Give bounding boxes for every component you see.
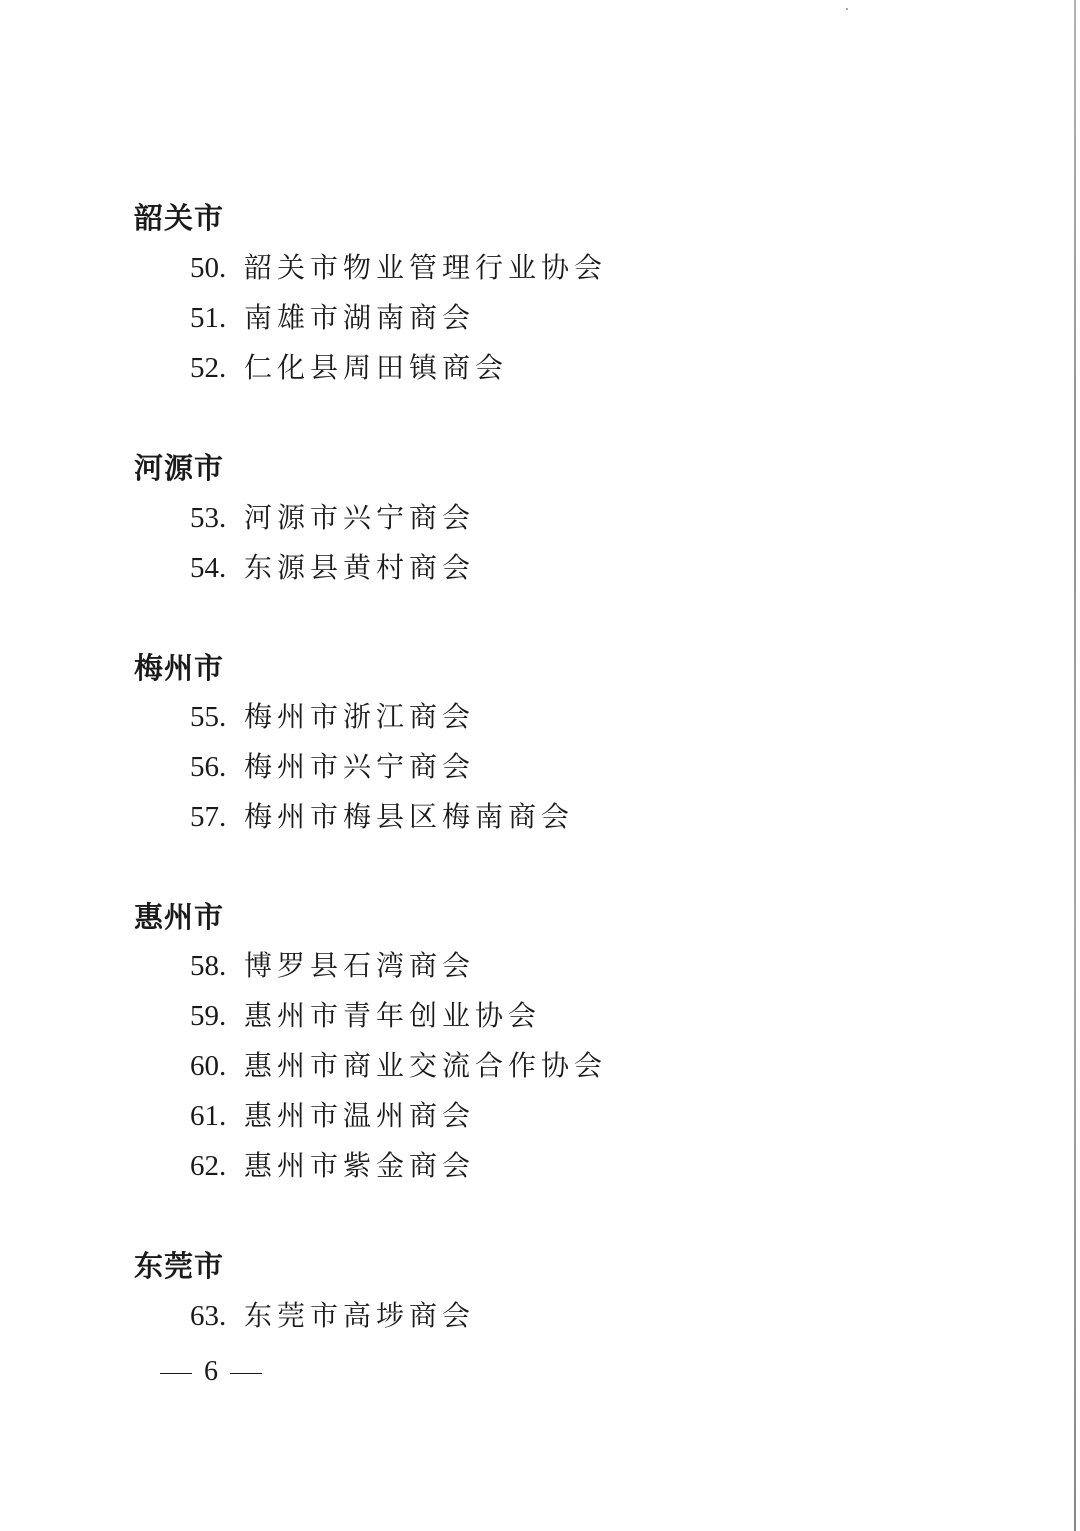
list-item bbox=[190, 498, 475, 538]
item-number: 50. bbox=[190, 252, 227, 284]
section-heading: 梅州市 bbox=[134, 651, 225, 685]
item-name: 惠州市紫金商会 bbox=[244, 1149, 476, 1182]
list-item bbox=[190, 1146, 475, 1186]
list-item bbox=[190, 248, 607, 288]
list-item bbox=[190, 348, 508, 388]
item-number: 54. bbox=[190, 552, 227, 584]
item-number: 51. bbox=[190, 302, 227, 334]
list-item bbox=[190, 548, 475, 588]
section-heading: 河源市 bbox=[134, 451, 225, 485]
item-number: 62. bbox=[190, 1150, 227, 1182]
list-item bbox=[190, 747, 475, 787]
list-item bbox=[190, 996, 541, 1036]
list-item bbox=[190, 797, 574, 837]
item-number: 53. bbox=[190, 502, 227, 534]
item-name: 韶关市物业管理行业协会 bbox=[244, 251, 608, 284]
item-number: 58. bbox=[190, 950, 227, 982]
item-name: 惠州市温州商会 bbox=[244, 1099, 476, 1132]
section-heading: 惠州市 bbox=[134, 900, 225, 934]
item-number: 60. bbox=[190, 1050, 227, 1082]
item-name: 博罗县石湾商会 bbox=[244, 949, 476, 982]
item-number: 63. bbox=[190, 1300, 227, 1332]
item-name: 仁化县周田镇商会 bbox=[244, 351, 509, 384]
page-number-dash-left bbox=[160, 1373, 192, 1374]
list-item bbox=[190, 1296, 475, 1336]
section-heading: 韶关市 bbox=[134, 201, 225, 235]
scan-edge bbox=[1074, 0, 1076, 1531]
item-name: 惠州市青年创业协会 bbox=[244, 999, 542, 1032]
item-number: 56. bbox=[190, 751, 227, 783]
item-name: 河源市兴宁商会 bbox=[244, 501, 476, 534]
item-number: 59. bbox=[190, 1000, 227, 1032]
list-item bbox=[190, 697, 475, 737]
item-name: 梅州市梅县区梅南商会 bbox=[244, 800, 575, 833]
item-name: 惠州市商业交流合作协会 bbox=[244, 1049, 608, 1082]
item-name: 东源县黄村商会 bbox=[244, 551, 476, 584]
list-item bbox=[190, 1046, 607, 1086]
page-number-value: 6 bbox=[204, 1356, 218, 1387]
section-heading: 东莞市 bbox=[134, 1249, 225, 1283]
item-name: 南雄市湖南商会 bbox=[244, 301, 476, 334]
item-number: 52. bbox=[190, 352, 227, 384]
list-item bbox=[190, 1096, 475, 1136]
item-number: 61. bbox=[190, 1100, 227, 1132]
item-number: 57. bbox=[190, 801, 227, 833]
item-name: 东莞市高埗商会 bbox=[244, 1299, 476, 1332]
page-number bbox=[160, 1352, 262, 1392]
list-item bbox=[190, 298, 475, 338]
item-number: 55. bbox=[190, 701, 227, 733]
item-name: 梅州市浙江商会 bbox=[244, 700, 476, 733]
page-number-dash-right bbox=[230, 1373, 262, 1374]
scan-speck bbox=[846, 8, 848, 10]
list-item bbox=[190, 946, 475, 986]
item-name: 梅州市兴宁商会 bbox=[244, 750, 476, 783]
